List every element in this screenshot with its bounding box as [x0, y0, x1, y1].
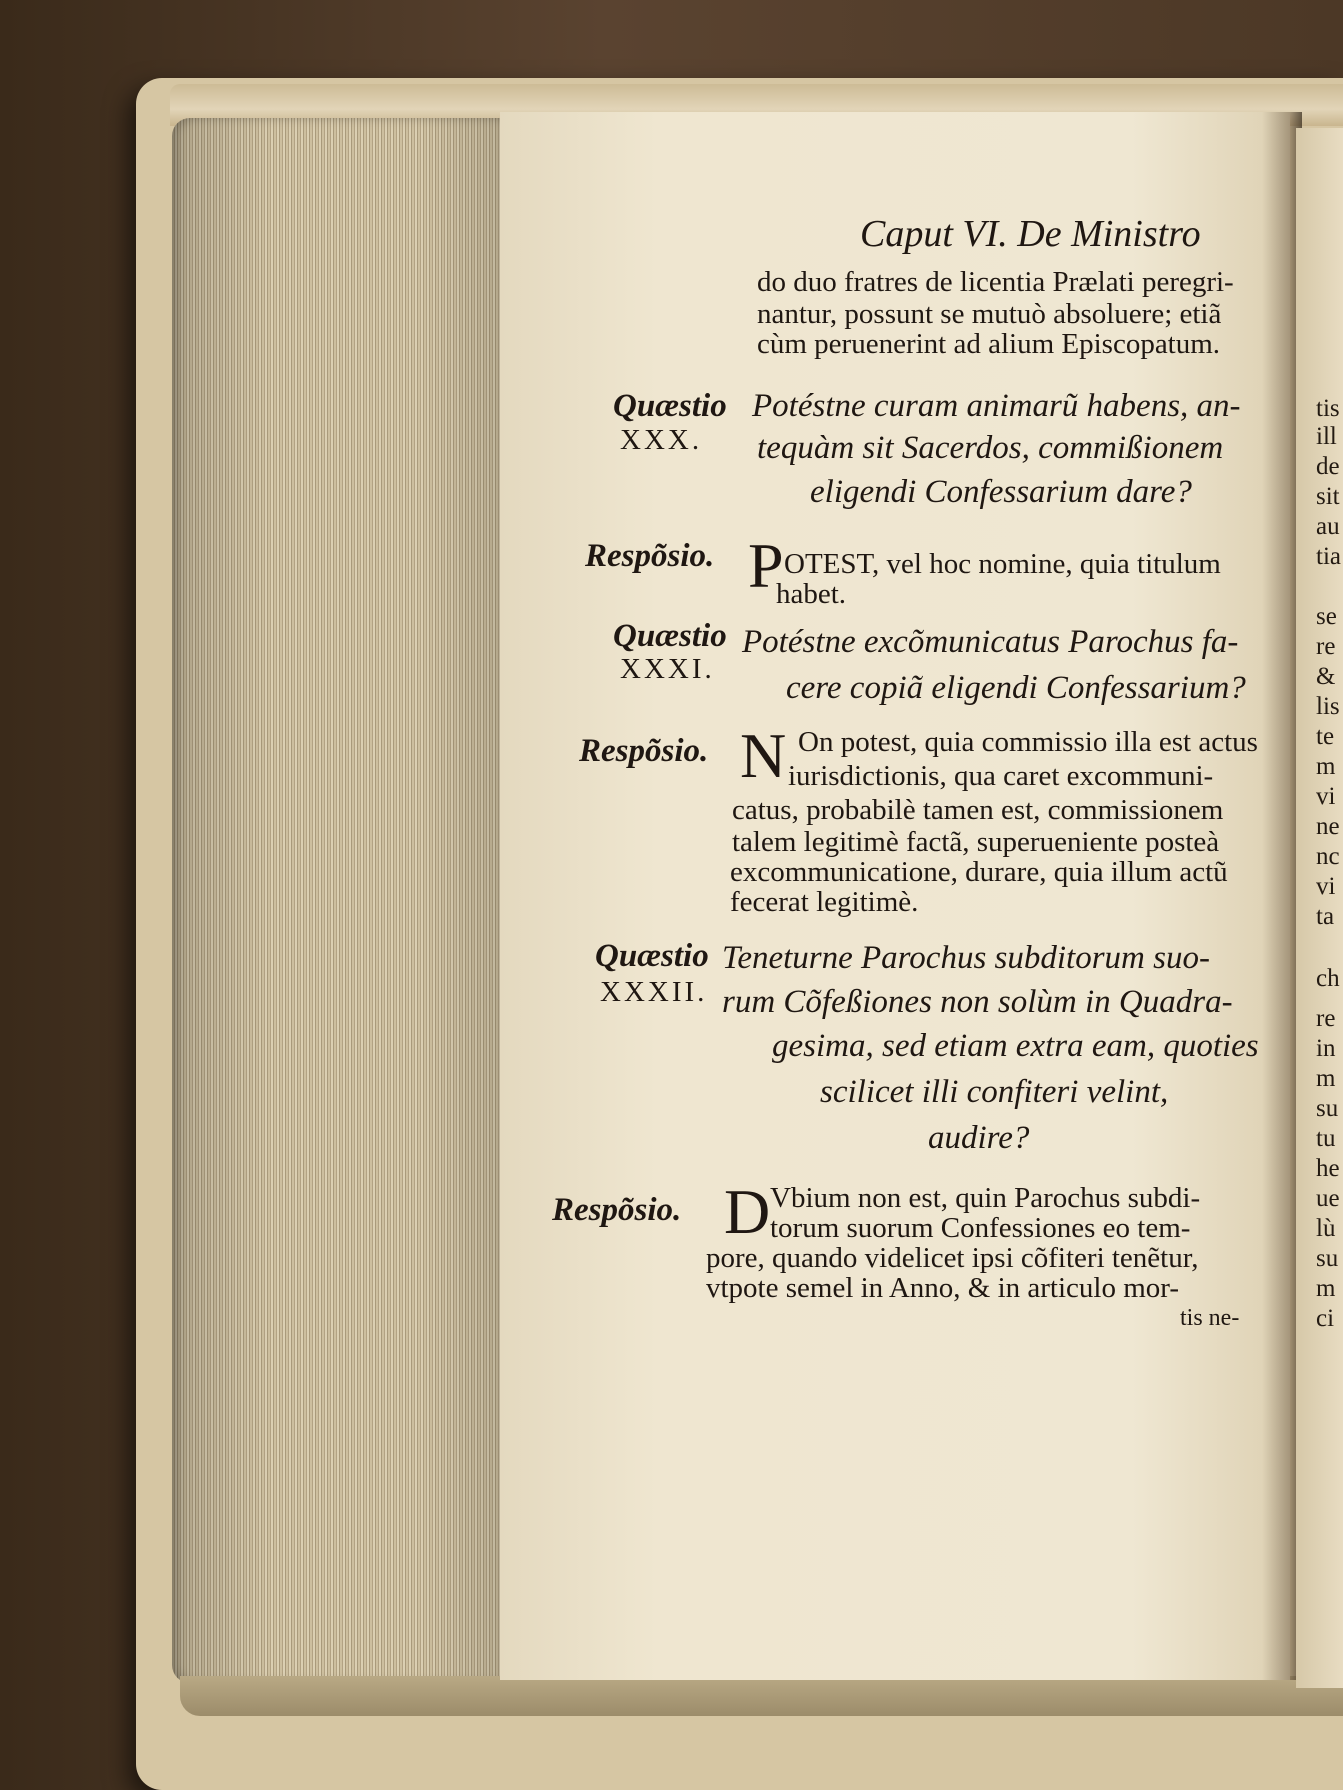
text-line: iurisdictionis, qua caret excommuni-: [788, 760, 1214, 792]
facing-fragment: m: [1316, 1275, 1336, 1302]
facing-fragment: ill: [1316, 423, 1337, 450]
text-line: torum suorum Confessiones eo tem-: [770, 1212, 1191, 1244]
facing-fragment: sit: [1316, 483, 1340, 510]
facing-fragment: ch: [1316, 965, 1340, 992]
text-line: OTEST, vel hoc nomine, quia titulum: [784, 548, 1221, 580]
catchword: tis ne-: [1180, 1305, 1240, 1331]
response-label: Respõsio.: [579, 733, 709, 769]
question-number: XXXI.: [620, 653, 715, 685]
question-line: cere copiã eligendi Confessarium?: [786, 670, 1246, 706]
text-line: Vbium non est, quin Parochus subdi-: [770, 1182, 1201, 1214]
facing-fragment: ta: [1316, 903, 1335, 930]
facing-fragment: re: [1316, 633, 1336, 660]
facing-fragment: au: [1316, 513, 1340, 540]
facing-fragment: ne: [1316, 813, 1340, 840]
text-line: excommunicatione, durare, quia illum actũ: [730, 856, 1228, 888]
question-number: XXX.: [620, 424, 703, 456]
facing-fragment: te: [1316, 723, 1335, 750]
facing-fragment: tia: [1316, 543, 1341, 570]
facing-fragment: &: [1316, 663, 1336, 690]
facing-fragment: su: [1316, 1245, 1339, 1272]
text-line: vtpote semel in Anno, & in articulo mor-: [706, 1272, 1180, 1304]
facing-fragment: nc: [1316, 843, 1340, 870]
text-line: pore, quando videlicet ipsi cõfiteri tenẽtur,: [706, 1242, 1199, 1274]
question-line: scilicet illi confiteri velint,: [820, 1074, 1169, 1110]
question-line: eligendi Confessarium dare?: [810, 474, 1192, 510]
text-line: On potest, quia commissio illa est actus: [798, 726, 1258, 758]
facing-fragment: in: [1316, 1035, 1336, 1062]
facing-fragment: lù: [1316, 1215, 1336, 1242]
facing-fragment: vi: [1316, 873, 1336, 900]
question-label: Quæstio: [613, 618, 727, 654]
page-stack-shade: [172, 118, 502, 1683]
facing-fragment: he: [1316, 1155, 1340, 1182]
running-header: Caput VI. De Ministro: [860, 213, 1201, 255]
facing-fragment: de: [1316, 453, 1340, 480]
text-line: fecerat legitimè.: [730, 886, 919, 918]
question-label: Quæstio: [613, 388, 727, 424]
question-number: XXXII.: [600, 976, 708, 1008]
drop-cap: N: [740, 720, 787, 791]
facing-fragment: tu: [1316, 1125, 1336, 1152]
question-line: gesima, sed etiam extra eam, quoties: [772, 1028, 1259, 1064]
text-line: do duo fratres de licentia Prælati peregri-: [757, 266, 1234, 298]
question-line: tequàm sit Sacerdos, commißionem: [757, 430, 1224, 466]
facing-fragment: m: [1316, 753, 1336, 780]
facing-fragment: su: [1316, 1095, 1339, 1122]
question-line: rum Cõfeßiones non solùm in Quadra-: [722, 984, 1233, 1020]
facing-fragment: re: [1316, 1005, 1336, 1032]
text-line: habet.: [776, 578, 847, 610]
facing-fragment: tis: [1316, 395, 1340, 422]
facing-fragment: lis: [1316, 693, 1340, 720]
text-line: cùm peruenerint ad alium Episcopatum.: [757, 328, 1221, 360]
drop-cap: D: [724, 1176, 771, 1247]
question-line: Teneturne Parochus subditorum suo-: [722, 940, 1210, 976]
text-line: catus, probabilè tamen est, commissionem: [732, 794, 1224, 826]
book-bottom-edge: [180, 1676, 1343, 1716]
text-line: nantur, possunt se mutuò absoluere; etiã: [757, 298, 1222, 330]
facing-fragment: ue: [1316, 1185, 1340, 1212]
response-label: Respõsio.: [552, 1192, 682, 1228]
question-label: Quæstio: [595, 938, 709, 974]
facing-fragment: se: [1316, 603, 1337, 630]
facing-fragment: ci: [1316, 1305, 1335, 1332]
question-line: audire?: [928, 1120, 1030, 1156]
question-line: Potéstne curam animarũ habens, an-: [752, 388, 1241, 424]
facing-fragment: vi: [1316, 783, 1336, 810]
facing-fragment: m: [1316, 1065, 1336, 1092]
drop-cap: P: [748, 530, 784, 601]
response-label: Respõsio.: [585, 538, 715, 574]
text-line: talem legitimè factã, superueniente posteà: [732, 826, 1220, 858]
question-line: Potéstne excõmunicatus Parochus fa-: [742, 624, 1239, 660]
facing-page: [1296, 128, 1343, 1688]
